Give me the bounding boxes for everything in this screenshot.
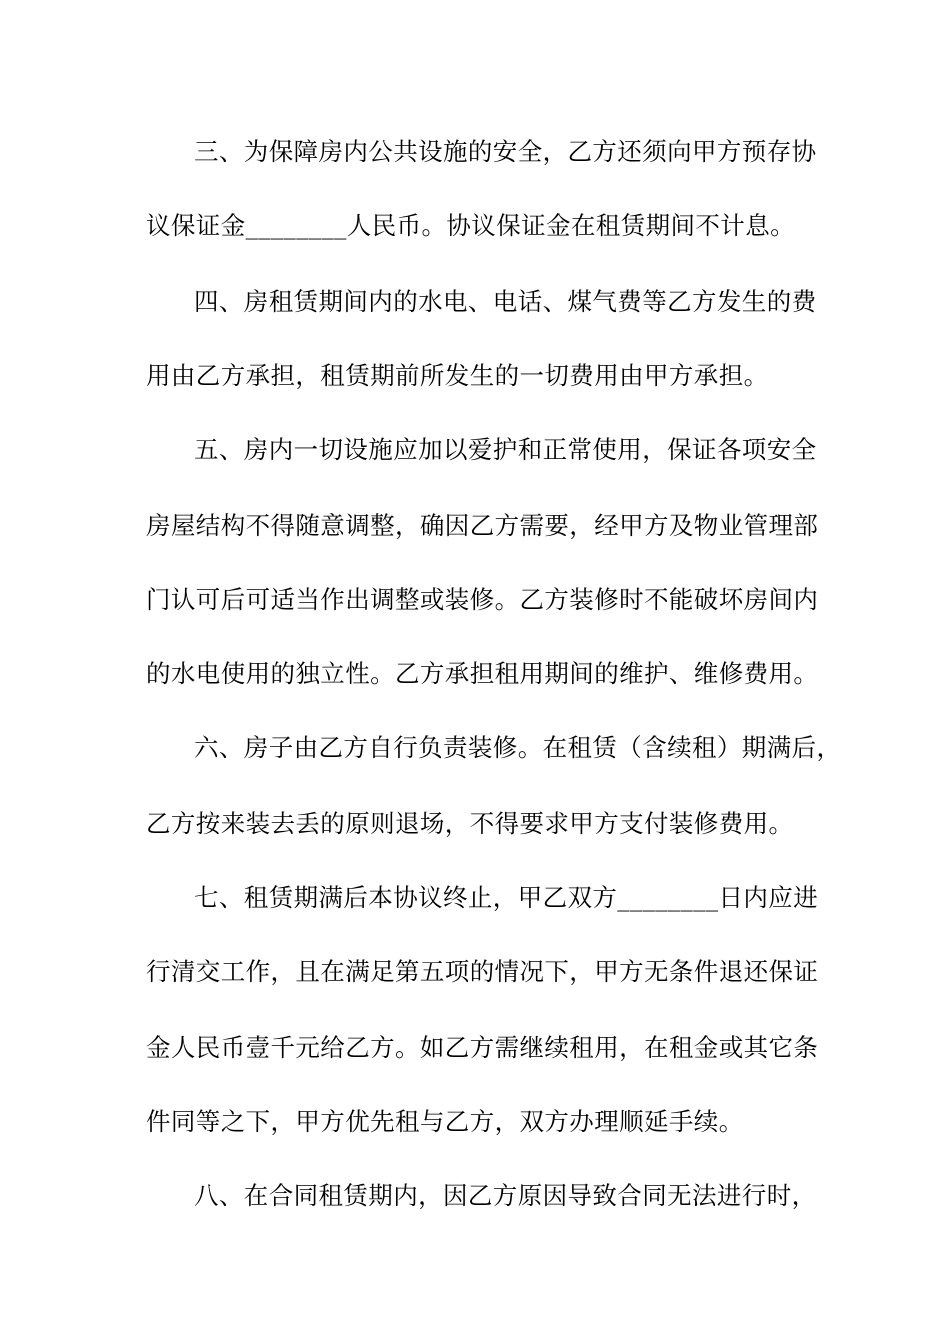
clause-7-line-4: 件同等之下，甲方优先租与乙方，双方办理顺延手续。 — [146, 1107, 744, 1136]
clause-6-line-1: 六、房子由乙方自行负责装修。在租赁（含续租）期满后， — [194, 733, 842, 762]
clause-4-line-1: 四、房租赁期间内的水电、电话、煤气费等乙方发生的费 — [194, 287, 817, 316]
clause-7-line-3: 金人民币壹千元给乙方。如乙方需继续租用，在租金或其它条 — [146, 1033, 819, 1062]
clause-7-line-2: 行清交工作，且在满足第五项的情况下，甲方无条件退还保证 — [146, 957, 819, 986]
clause-3-line-2: 议保证金________人民币。协议保证金在租赁期间不计息。 — [146, 211, 795, 240]
clause-7-line-1: 七、租赁期满后本协议终止，甲乙双方________日内应进 — [194, 883, 819, 912]
clause-5-line-1: 五、房内一切设施应加以爱护和正常使用，保证各项安全 — [194, 435, 817, 464]
clause-8-line-1: 八、在合同租赁期内，因乙方原因导致合同无法进行时， — [194, 1181, 817, 1210]
clause-6-line-2: 乙方按来装去丢的原则退场，不得要求甲方支付装修费用。 — [146, 809, 794, 838]
clause-3-line-1: 三、为保障房内公共设施的安全，乙方还须向甲方预存协 — [194, 137, 817, 166]
clause-5-line-3: 门认可后可适当作出调整或装修。乙方装修时不能破坏房间内 — [146, 585, 819, 614]
clause-5-line-4: 的水电使用的独立性。乙方承担租用期间的维护、维修费用。 — [146, 659, 819, 688]
clause-5-line-2: 房屋结构不得随意调整，确因乙方需要，经甲方及物业管理部 — [146, 511, 819, 540]
clause-4-line-2: 用由乙方承担，租赁期前所发生的一切费用由甲方承担。 — [146, 361, 769, 390]
